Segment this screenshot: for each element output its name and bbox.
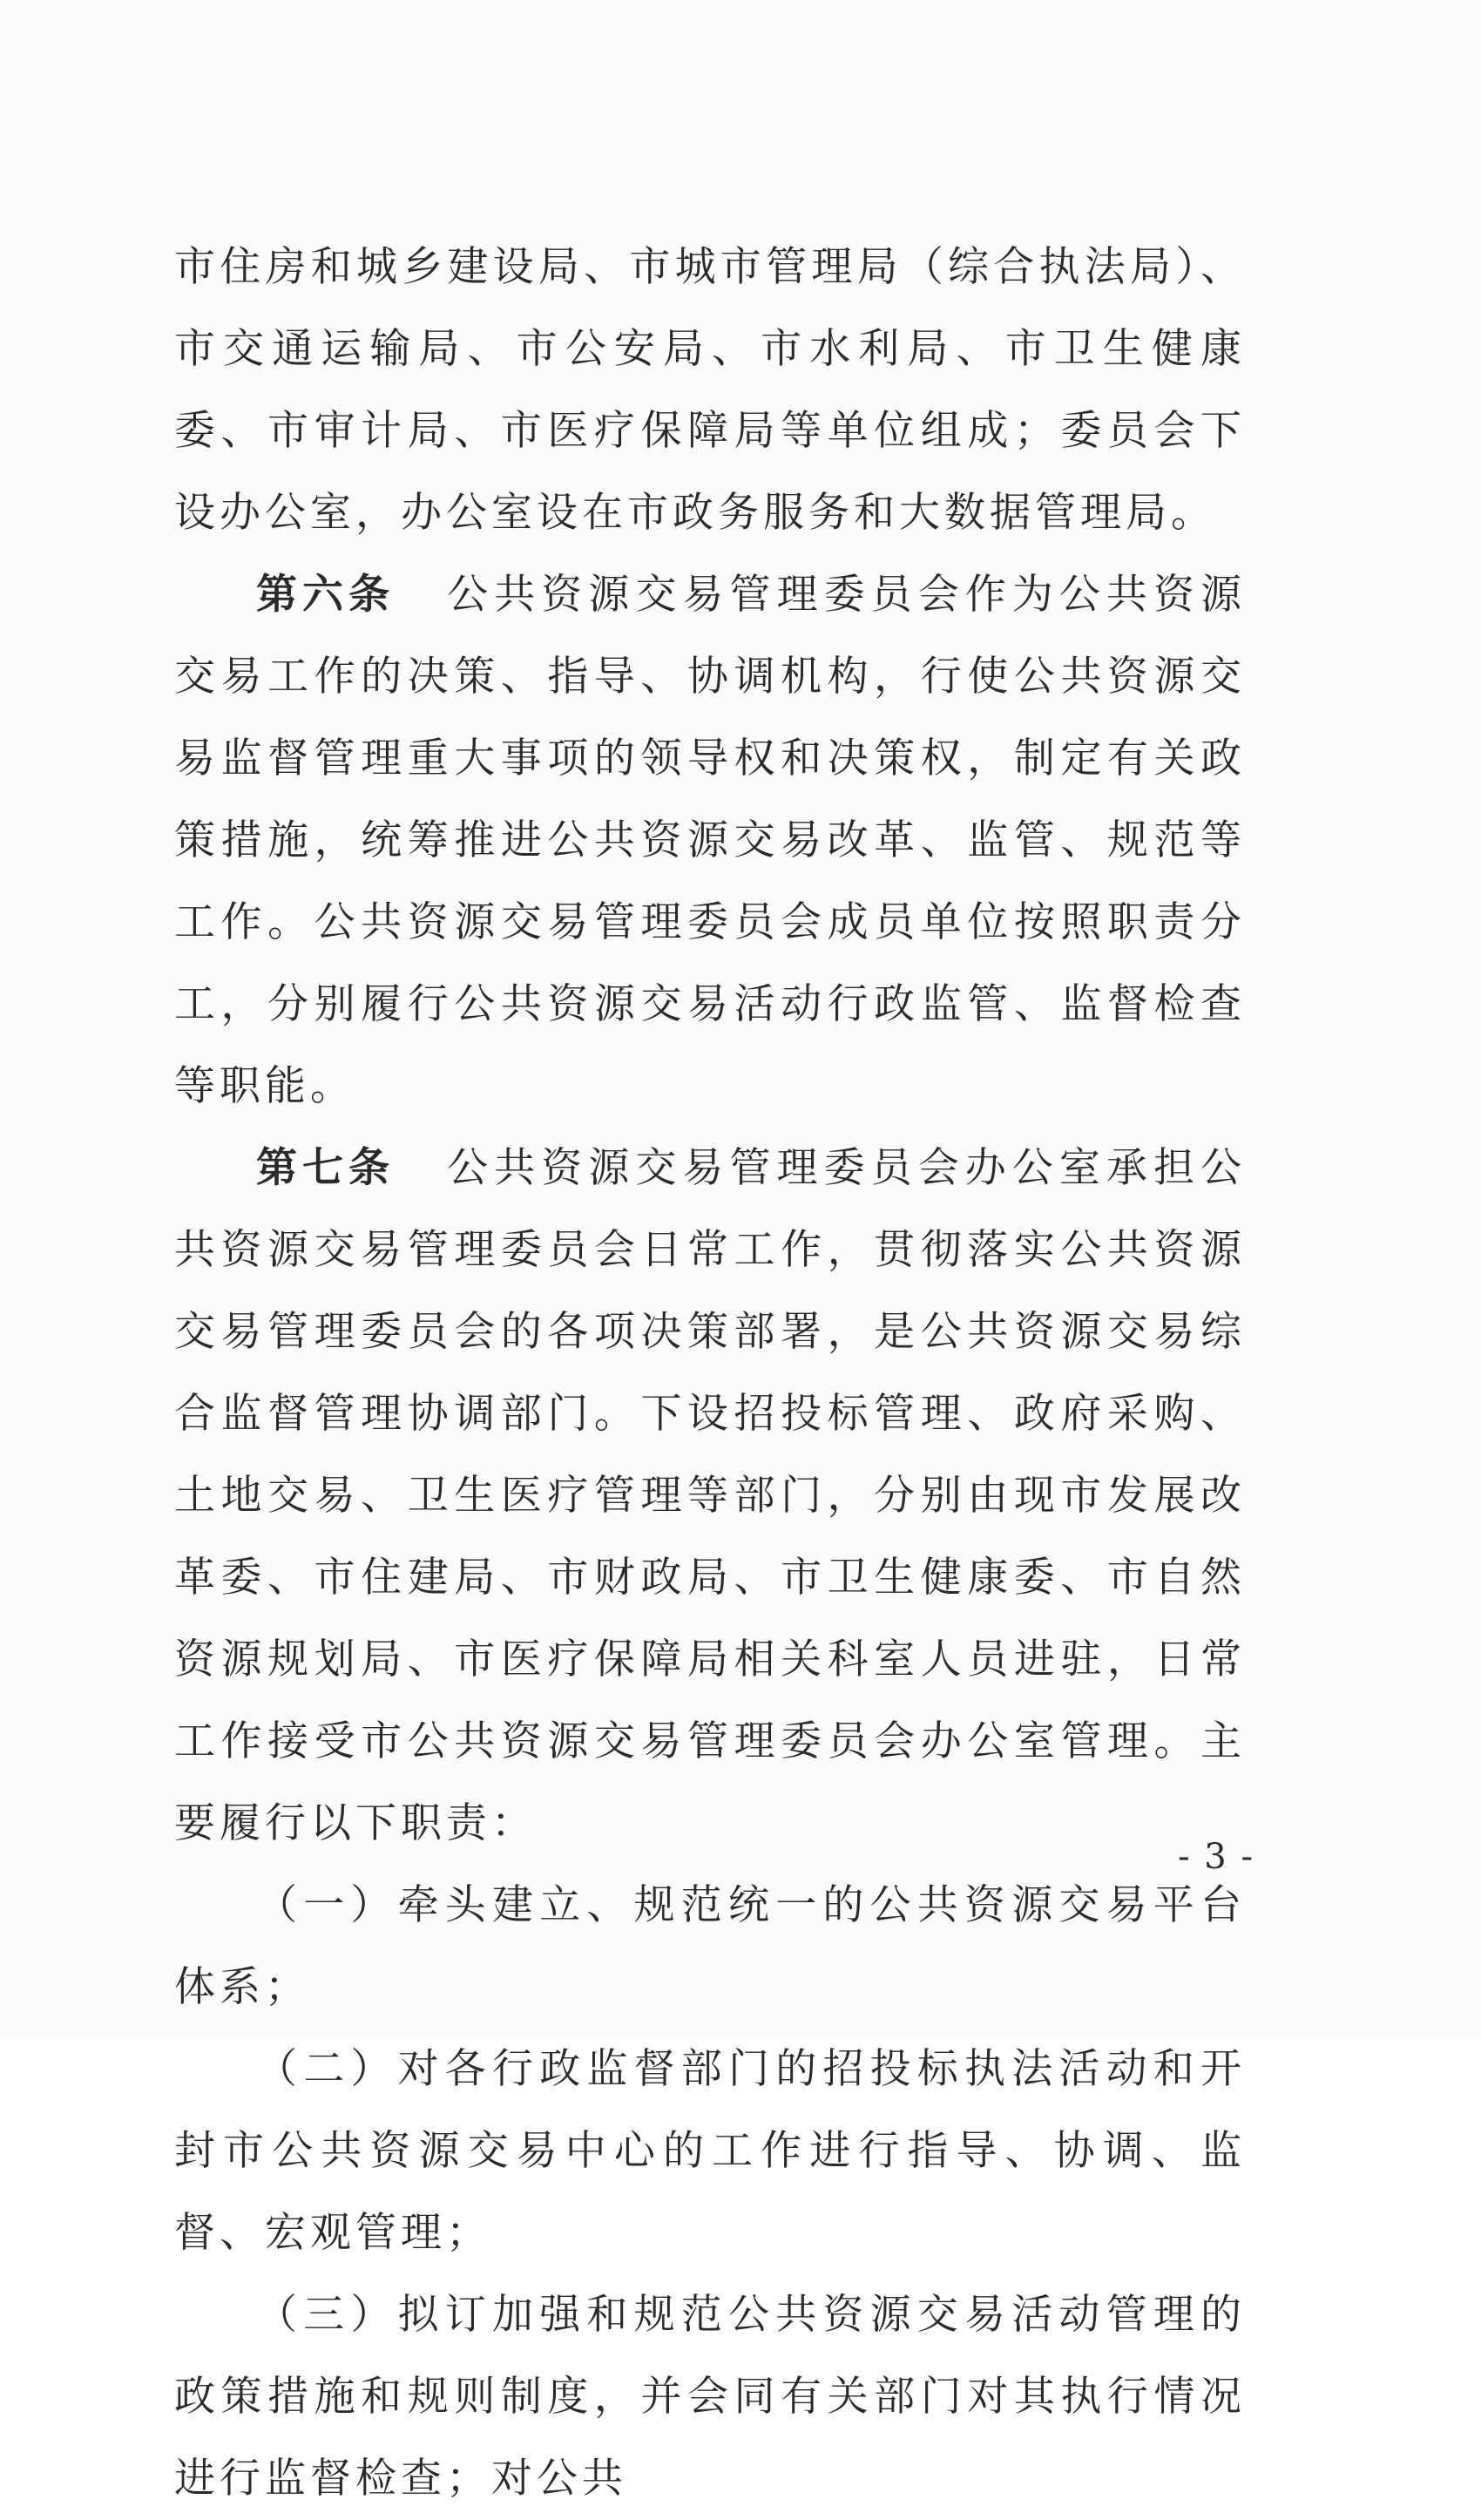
paragraph-text: （一）牵头建立、规范统一的公共资源交易平台体系； [174,1881,1246,2011]
paragraph-continuation [174,227,1246,554]
duty-item-2 [174,2029,1246,2274]
duty-item-3 [174,2274,1246,2520]
paragraph-text: （二）对各行政监督部门的招投标执法活动和开封市公共资源交易中心的工作进行指导、协调、监督、宏观管理； [174,2045,1246,2257]
article-label: 第七条 [256,1144,396,1192]
page-number: - 3 - [1178,1837,1254,1877]
paragraph-text: （三）拟订加强和规范公共资源交易活动管理的政策措施和规则制度，并会同有关部门对其执行情况进行监督检查；对公共 [174,2291,1246,2503]
duty-item-1 [174,1865,1246,2029]
paragraph-text: 市住房和城乡建设局、市城市管理局（综合执法局）、市交通运输局、市公安局、市水利局、市卫生健康委、市审计局、市医疗保障局等单位组成；委员会下设办公室，办公室设在市政务服务和大数据管理局。 [174,243,1246,537]
article-7-paragraph [174,1128,1246,1865]
article-6-paragraph [174,554,1246,1128]
document-body [174,227,1246,2520]
paragraph-text: 公共资源交易管理委员会办公室承担公共资源交易管理委员会日常工作，贯彻落实公共资源交易管理委员会的各项决策部署，是公共资源交易综合监督管理协调部门。下设招投标管理、政府采购、土地交易、卫生医疗管理等部门，分别由现市发展改革委、市住建局、市财政局、市卫生健康委、市自然资源规划局、市医疗保障局相关科室人员进驻，日常工作接受市公共资源交易管理委员会办公室管理。主要履行以下职责： [174,1144,1247,1847]
paragraph-text: 公共资源交易管理委员会作为公共资源交易工作的决策、指导、协调机构，行使公共资源交易监督管理重大事项的领导权和决策权，制定有关政策措施，统筹推进公共资源交易改革、监管、规范等工作。公共资源交易管理委员会成员单位按照职责分工，分别履行公共资源交易活动行政监管、监督检查等职能。 [174,571,1247,1110]
article-label: 第六条 [256,571,396,619]
